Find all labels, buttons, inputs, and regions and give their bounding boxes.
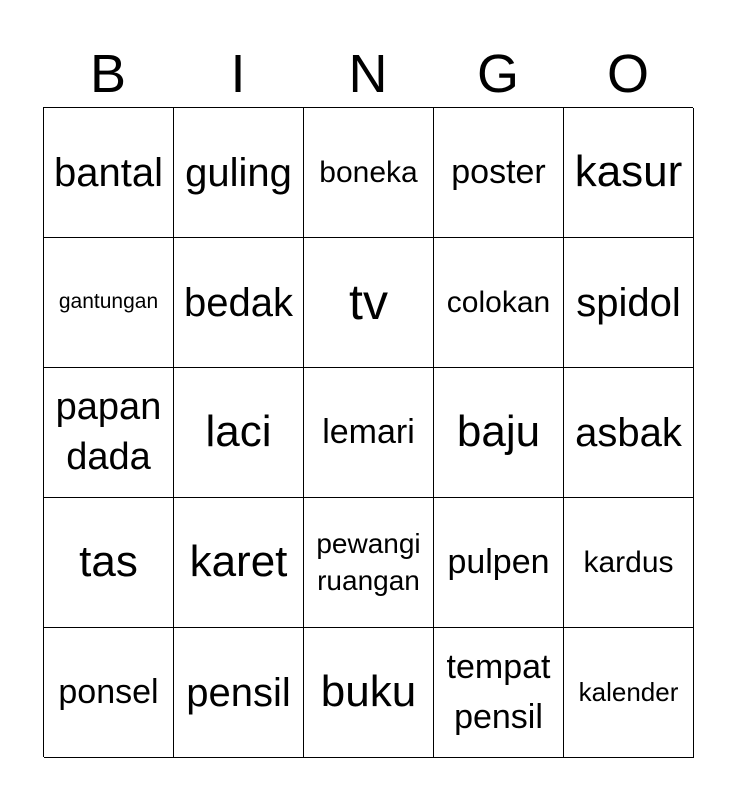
bingo-cell[interactable] bbox=[434, 108, 564, 238]
bingo-cell[interactable] bbox=[44, 498, 174, 628]
bingo-cell[interactable] bbox=[44, 238, 174, 368]
bingo-cell[interactable] bbox=[564, 238, 694, 368]
bingo-board bbox=[43, 107, 693, 757]
cell-label: pulpen bbox=[447, 542, 550, 581]
header-letter-o: O bbox=[606, 44, 649, 104]
bingo-cell[interactable] bbox=[434, 628, 564, 758]
bingo-cell[interactable] bbox=[564, 368, 694, 498]
header-letter-g: G bbox=[476, 44, 519, 104]
bingo-cell[interactable] bbox=[304, 108, 434, 238]
bingo-cell[interactable] bbox=[434, 368, 564, 498]
bingo-cell[interactable] bbox=[434, 238, 564, 368]
header-letter-b: B bbox=[89, 44, 127, 104]
cell-label: bantal bbox=[54, 150, 163, 195]
header-letter-i: I bbox=[230, 44, 246, 104]
bingo-cell[interactable] bbox=[304, 498, 434, 628]
bingo-cell[interactable] bbox=[304, 368, 434, 498]
cell-label: guling bbox=[185, 150, 292, 195]
bingo-cell[interactable] bbox=[174, 108, 304, 238]
cell-label: tv bbox=[349, 274, 388, 331]
cell-label: lemari bbox=[322, 412, 415, 451]
bingo-cell[interactable] bbox=[564, 108, 694, 238]
bingo-cell[interactable] bbox=[304, 238, 434, 368]
cell-label: baju bbox=[456, 407, 541, 457]
cell-label: tas bbox=[79, 537, 138, 587]
cell-label: ponsel bbox=[58, 672, 159, 711]
bingo-cell[interactable] bbox=[434, 498, 564, 628]
bingo-cell[interactable] bbox=[304, 628, 434, 758]
cell-label: kalender bbox=[578, 676, 679, 707]
bingo-cell[interactable] bbox=[44, 628, 174, 758]
cell-label: laci bbox=[205, 407, 272, 457]
cell-label: poster bbox=[451, 152, 546, 191]
cell-label: pewangi ruangan bbox=[316, 528, 421, 596]
cell-label: buku bbox=[320, 667, 417, 717]
bingo-cell[interactable] bbox=[44, 108, 174, 238]
bingo-cell[interactable] bbox=[174, 238, 304, 368]
cell-label: pensil bbox=[186, 670, 291, 715]
cell-label: kasur bbox=[574, 147, 683, 197]
cell-label: gantungan bbox=[58, 290, 159, 314]
bingo-cell[interactable] bbox=[174, 498, 304, 628]
bingo-cell[interactable] bbox=[174, 368, 304, 498]
cell-label: papan dada bbox=[55, 386, 162, 478]
bingo-cell[interactable] bbox=[174, 628, 304, 758]
cell-label: tempat pensil bbox=[446, 648, 551, 736]
cell-label: karet bbox=[189, 537, 288, 587]
bingo-header bbox=[43, 40, 693, 108]
cell-label: bedak bbox=[184, 280, 293, 325]
cell-label: asbak bbox=[575, 410, 682, 455]
cell-label: boneka bbox=[319, 155, 418, 189]
cell-label: spidol bbox=[576, 280, 681, 325]
bingo-cell[interactable] bbox=[564, 498, 694, 628]
cell-label: colokan bbox=[446, 285, 551, 319]
header-letter-n: N bbox=[348, 44, 388, 104]
bingo-cell[interactable] bbox=[44, 368, 174, 498]
bingo-cell[interactable] bbox=[564, 628, 694, 758]
cell-label: kardus bbox=[583, 545, 674, 579]
